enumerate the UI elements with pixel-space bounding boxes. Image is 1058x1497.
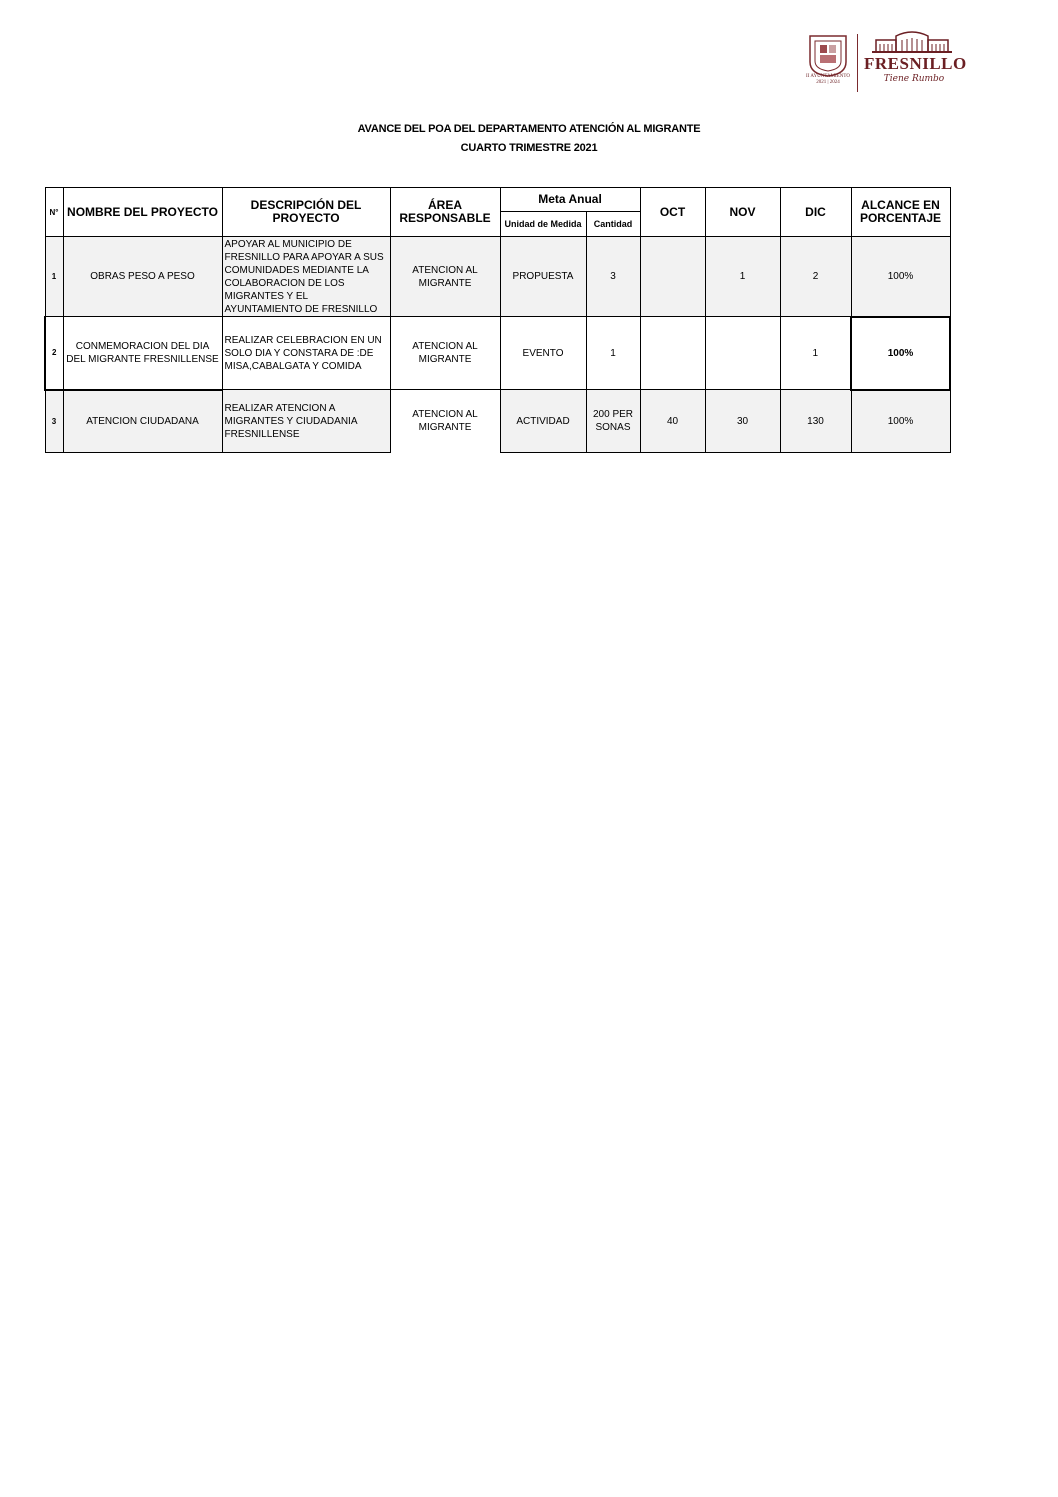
seal-caption <box>806 74 850 86</box>
header-no: N° <box>45 188 63 237</box>
cell-unidad: ACTIVIDAD <box>500 390 586 453</box>
cell-descripcion: APOYAR AL MUNICIPIO DE FRESNILLO PARA APOYAR A SUS COMUNIDADES MEDIANTE LA COLABORACION DE LOS MIGRANTES Y EL AYUNTAMIENTO DE FRESNILLO <box>222 237 390 317</box>
brand-tagline: Tiene Rumbo <box>883 74 945 84</box>
header-nombre: NOMBRE DEL PROYECTO <box>63 188 222 237</box>
cell-cantidad: 200 PERSONAS <box>586 390 640 453</box>
header-meta-anual: Meta Anual <box>500 188 640 212</box>
cell-area: ATENCION AL MIGRANTE <box>390 390 500 453</box>
cell-nombre: ATENCION CIUDADANA <box>63 390 222 453</box>
header-nov: NOV <box>705 188 780 237</box>
cell-no: 2 <box>45 317 63 390</box>
header-alcance: ALCANCE EN PORCENTAJE <box>851 188 950 237</box>
poa-table <box>44 187 951 453</box>
cell-nov <box>705 317 780 390</box>
header-area: ÁREA RESPONSABLE <box>390 188 500 237</box>
logo-divider <box>857 34 858 92</box>
table-header-row <box>45 188 950 212</box>
cell-nov: 30 <box>705 390 780 453</box>
table-row <box>45 317 950 390</box>
cell-no: 3 <box>45 390 63 453</box>
header-oct: OCT <box>640 188 705 237</box>
document-title: AVANCE DEL POA DEL DEPARTAMENTO ATENCIÓN AL MIGRANTE <box>357 123 701 135</box>
cell-dic: 130 <box>780 390 851 453</box>
cell-cantidad: 1 <box>586 317 640 390</box>
cell-alcance: 100% <box>851 390 950 453</box>
cell-unidad: PROPUESTA <box>500 237 586 317</box>
cell-nombre: OBRAS PESO A PESO <box>63 237 222 317</box>
cell-no: 1 <box>45 237 63 317</box>
cell-area: ATENCION AL MIGRANTE <box>390 317 500 390</box>
cell-alcance: 100% <box>851 237 950 317</box>
document-subtitle: CUARTO TRIMESTRE 2021 <box>460 142 598 154</box>
cell-dic: 2 <box>780 237 851 317</box>
cell-unidad: EVENTO <box>500 317 586 390</box>
table-row <box>45 237 950 317</box>
fresnillo-logo <box>806 30 967 100</box>
cell-oct <box>640 237 705 317</box>
brand-name: FRESNILLO <box>864 54 967 73</box>
header-unidad: Unidad de Medida <box>500 212 586 237</box>
cell-nombre: CONMEMORACION DEL DIA DEL MIGRANTE FRESNILLENSE <box>63 317 222 390</box>
header-cantidad: Cantidad <box>586 212 640 237</box>
cell-nov: 1 <box>705 237 780 317</box>
cell-area: ATENCION AL MIGRANTE <box>390 237 500 317</box>
table-row <box>45 390 950 453</box>
header-dic: DIC <box>780 188 851 237</box>
seal-caption-line2: 2021 | 2024 <box>816 80 840 85</box>
header-descripcion: DESCRIPCIÓN DEL PROYECTO <box>222 188 390 237</box>
cell-alcance: 100% <box>851 317 950 390</box>
cell-descripcion: REALIZAR ATENCION A MIGRANTES Y CIUDADANIA FRESNILLENSE <box>222 390 390 453</box>
cell-cantidad: 3 <box>586 237 640 317</box>
building-icon <box>870 30 954 54</box>
cell-dic: 1 <box>780 317 851 390</box>
cell-oct <box>640 317 705 390</box>
cell-oct: 40 <box>640 390 705 453</box>
seal-caption-line1: II AYUNTAMIENTO <box>806 74 850 79</box>
cell-descripcion: REALIZAR CELEBRACION EN UN SOLO DIA Y CONSTARA DE :DE MISA,CABALGATA Y COMIDA <box>222 317 390 390</box>
